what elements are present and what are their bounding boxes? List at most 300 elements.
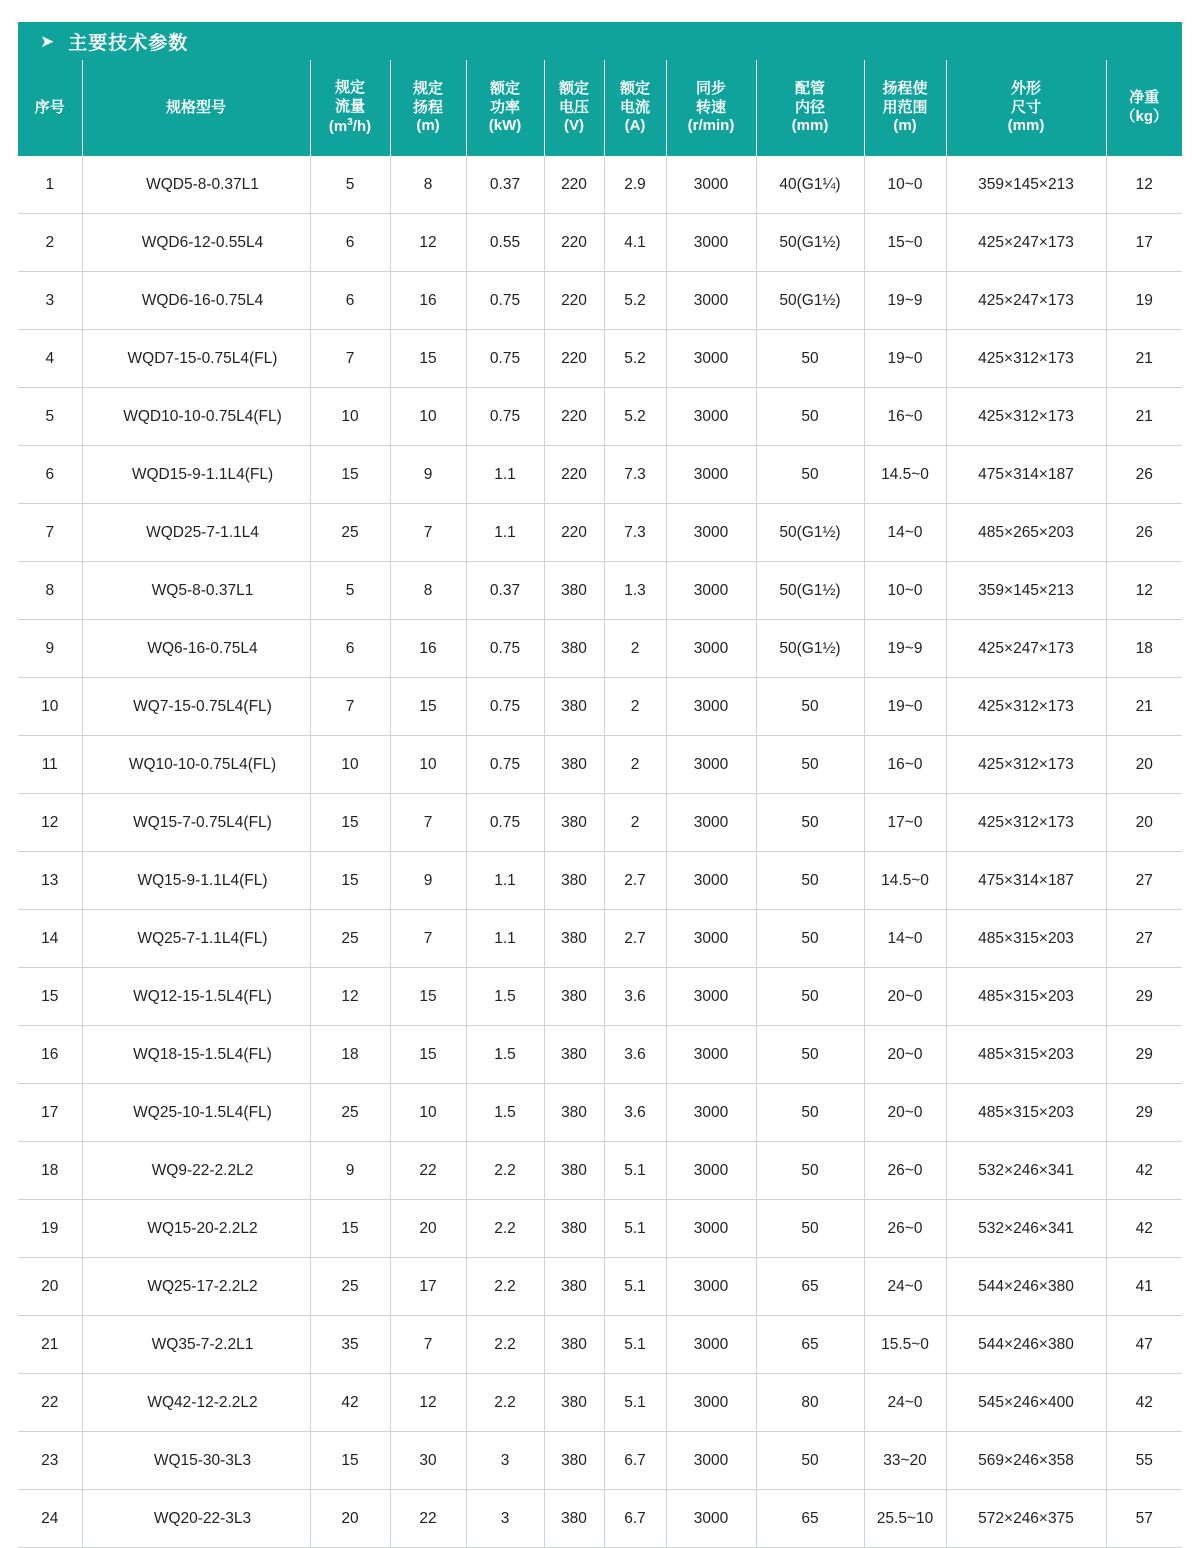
cell-power: 0.37 (466, 562, 544, 620)
cell-wt: 21 (1106, 678, 1182, 736)
cell-flow: 15 (310, 794, 390, 852)
table-row (18, 794, 1182, 852)
cell-wt: 19 (1106, 272, 1182, 330)
cell-wt: 17 (1106, 214, 1182, 272)
cell-rpm: 3000 (666, 446, 756, 504)
column-header-line: （kg） (1120, 108, 1168, 125)
cell-power: 2.2 (466, 1258, 544, 1316)
cell-volt: 380 (544, 1374, 604, 1432)
cell-head: 12 (390, 1374, 466, 1432)
table-row (18, 156, 1182, 214)
cell-idx: 3 (18, 272, 82, 330)
cell-power: 2.2 (466, 1200, 544, 1258)
table-row (18, 1432, 1182, 1490)
column-header-wt (1106, 60, 1182, 156)
cell-volt: 380 (544, 1200, 604, 1258)
cell-range: 19~9 (864, 272, 946, 330)
cell-dim: 485×315×203 (946, 1026, 1106, 1084)
cell-model: WQ7-15-0.75L4(FL) (82, 678, 310, 736)
cell-range: 15.5~0 (864, 1316, 946, 1374)
cell-volt: 380 (544, 852, 604, 910)
cell-volt: 380 (544, 910, 604, 968)
cell-pipe: 50 (756, 1026, 864, 1084)
column-header-line: (V) (564, 117, 584, 135)
cell-dim: 425×247×173 (946, 620, 1106, 678)
cell-model: WQ6-16-0.75L4 (82, 620, 310, 678)
cell-cur: 2.9 (604, 156, 666, 214)
cell-model: WQD7-15-0.75L4(FL) (82, 330, 310, 388)
cell-pipe: 65 (756, 1316, 864, 1374)
cell-head: 30 (390, 1432, 466, 1490)
cell-model: WQ25-10-1.5L4(FL) (82, 1084, 310, 1142)
cell-volt: 380 (544, 1432, 604, 1490)
column-header-line: 配管 (794, 79, 825, 97)
cell-head: 15 (390, 678, 466, 736)
cell-cur: 6.7 (604, 1432, 666, 1490)
cell-idx: 12 (18, 794, 82, 852)
cell-pipe: 50 (756, 330, 864, 388)
cell-model: WQD15-9-1.1L4(FL) (82, 446, 310, 504)
column-header-line: 同步 (695, 79, 726, 97)
cell-flow: 20 (310, 1490, 390, 1548)
cell-idx: 11 (18, 736, 82, 794)
column-header-power (466, 60, 544, 156)
cell-head: 9 (390, 852, 466, 910)
cell-idx: 16 (18, 1026, 82, 1084)
cell-rpm: 3000 (666, 736, 756, 794)
table-row (18, 620, 1182, 678)
cell-dim: 485×315×203 (946, 1084, 1106, 1142)
cell-pipe: 65 (756, 1258, 864, 1316)
table-row (18, 562, 1182, 620)
cell-idx: 23 (18, 1432, 82, 1490)
cell-dim: 569×246×358 (946, 1432, 1106, 1490)
cell-power: 0.75 (466, 736, 544, 794)
cell-model: WQ25-7-1.1L4(FL) (82, 910, 310, 968)
cell-flow: 7 (310, 330, 390, 388)
cell-model: WQ15-9-1.1L4(FL) (82, 852, 310, 910)
cell-range: 25.5~10 (864, 1490, 946, 1548)
column-header-line: $(m^3/h)$ (328, 116, 372, 135)
cell-idx: 9 (18, 620, 82, 678)
cell-power: 2.2 (466, 1316, 544, 1374)
cell-volt: 380 (544, 562, 604, 620)
cell-pipe: 50 (756, 736, 864, 794)
cell-power: 2.2 (466, 1142, 544, 1200)
cell-power: 1.1 (466, 852, 544, 910)
table-row (18, 272, 1182, 330)
cell-power: 1.1 (466, 910, 544, 968)
cell-wt: 42 (1106, 1374, 1182, 1432)
cell-model: WQ15-20-2.2L2 (82, 1200, 310, 1258)
cell-rpm: 3000 (666, 272, 756, 330)
column-header-line: 内径 (794, 98, 825, 116)
cell-head: 15 (390, 968, 466, 1026)
cell-rpm: 3000 (666, 794, 756, 852)
column-header-line: 额定 (558, 79, 589, 97)
cell-model: WQ5-8-0.37L1 (82, 562, 310, 620)
cell-rpm: 3000 (666, 1142, 756, 1200)
column-header-line: 外形 (1010, 79, 1041, 97)
cell-flow: 35 (310, 1316, 390, 1374)
cell-rpm: 3000 (666, 968, 756, 1026)
cell-volt: 220 (544, 388, 604, 446)
cell-pipe: 50 (756, 1200, 864, 1258)
column-header-line: (m) (893, 117, 917, 135)
column-header-range (864, 60, 946, 156)
cell-power: 1.1 (466, 446, 544, 504)
cell-cur: 5.1 (604, 1200, 666, 1258)
column-header-line: 扬程 (412, 98, 443, 116)
cell-head: 16 (390, 620, 466, 678)
column-header-line: (r/min) (687, 117, 735, 135)
cell-rpm: 3000 (666, 330, 756, 388)
table-row (18, 736, 1182, 794)
cell-rpm: 3000 (666, 1084, 756, 1142)
cell-head: 15 (390, 330, 466, 388)
cell-rpm: 3000 (666, 156, 756, 214)
column-header-volt (544, 60, 604, 156)
column-header-line: 规格型号 (165, 98, 226, 116)
cell-wt: 12 (1106, 562, 1182, 620)
cell-cur: 3.6 (604, 968, 666, 1026)
cell-model: WQ35-7-2.2L1 (82, 1316, 310, 1374)
cell-dim: 544×246×380 (946, 1316, 1106, 1374)
cell-idx: 20 (18, 1258, 82, 1316)
cell-idx: 2 (18, 214, 82, 272)
cell-pipe: 50 (756, 1084, 864, 1142)
cell-volt: 380 (544, 620, 604, 678)
cell-cur: 2.7 (604, 910, 666, 968)
cell-dim: 425×247×173 (946, 214, 1106, 272)
cell-rpm: 3000 (666, 678, 756, 736)
cell-head: 16 (390, 272, 466, 330)
cell-dim: 359×145×213 (946, 156, 1106, 214)
cell-volt: 380 (544, 1316, 604, 1374)
cell-model: WQD25-7-1.1L4 (82, 504, 310, 562)
cell-flow: 25 (310, 1258, 390, 1316)
cell-flow: 15 (310, 1432, 390, 1490)
cell-pipe: 50 (756, 446, 864, 504)
cell-pipe: 50 (756, 910, 864, 968)
cell-volt: 380 (544, 794, 604, 852)
cell-dim: 532×246×341 (946, 1142, 1106, 1200)
cell-model: WQ15-7-0.75L4(FL) (82, 794, 310, 852)
cell-pipe: 50 (756, 794, 864, 852)
cell-range: 10~0 (864, 156, 946, 214)
cell-rpm: 3000 (666, 1316, 756, 1374)
cell-cur: 1.3 (604, 562, 666, 620)
cell-wt: 26 (1106, 446, 1182, 504)
cell-model: WQ20-22-3L3 (82, 1490, 310, 1548)
table-row (18, 1316, 1182, 1374)
column-header-line: 序号 (34, 98, 65, 116)
column-header-line: 电流 (619, 98, 650, 116)
cell-head: 9 (390, 446, 466, 504)
cell-power: 1.5 (466, 968, 544, 1026)
cell-range: 10~0 (864, 562, 946, 620)
table-header-row (18, 60, 1182, 156)
cell-head: 7 (390, 794, 466, 852)
column-header-model (82, 60, 310, 156)
cell-wt: 57 (1106, 1490, 1182, 1548)
cell-power: 0.75 (466, 678, 544, 736)
cell-volt: 380 (544, 736, 604, 794)
cell-pipe: 50 (756, 678, 864, 736)
cell-cur: 5.1 (604, 1374, 666, 1432)
cell-rpm: 3000 (666, 1258, 756, 1316)
cell-wt: 18 (1106, 620, 1182, 678)
column-header-pipe (756, 60, 864, 156)
cell-range: 24~0 (864, 1258, 946, 1316)
column-header-rpm (666, 60, 756, 156)
cell-volt: 380 (544, 968, 604, 1026)
cell-wt: 29 (1106, 1026, 1182, 1084)
cell-cur: 6.7 (604, 1490, 666, 1548)
cell-cur: 4.1 (604, 214, 666, 272)
cell-head: 10 (390, 388, 466, 446)
cell-power: 0.75 (466, 330, 544, 388)
cell-wt: 42 (1106, 1142, 1182, 1200)
cell-pipe: 80 (756, 1374, 864, 1432)
cell-head: 10 (390, 1084, 466, 1142)
cell-rpm: 3000 (666, 1026, 756, 1084)
column-header-line: 流量 (334, 98, 365, 116)
cell-model: WQ10-10-0.75L4(FL) (82, 736, 310, 794)
cell-power: 0.75 (466, 620, 544, 678)
cell-model: WQ18-15-1.5L4(FL) (82, 1026, 310, 1084)
cell-rpm: 3000 (666, 214, 756, 272)
cell-dim: 359×145×213 (946, 562, 1106, 620)
cell-volt: 220 (544, 272, 604, 330)
cell-range: 24~0 (864, 1374, 946, 1432)
cell-wt: 26 (1106, 504, 1182, 562)
cell-pipe: 50(G1½) (756, 272, 864, 330)
cell-cur: 3.6 (604, 1084, 666, 1142)
cell-model: WQD10-10-0.75L4(FL) (82, 388, 310, 446)
cell-cur: 2.7 (604, 852, 666, 910)
column-header-line: 额定 (619, 79, 650, 97)
cell-flow: 15 (310, 1200, 390, 1258)
cell-flow: 15 (310, 446, 390, 504)
cell-volt: 380 (544, 1258, 604, 1316)
table-row (18, 968, 1182, 1026)
cell-flow: 25 (310, 1084, 390, 1142)
column-header-line: (m) (416, 117, 440, 135)
cell-cur: 2 (604, 736, 666, 794)
cell-rpm: 3000 (666, 852, 756, 910)
cell-power: 0.75 (466, 272, 544, 330)
table-body (18, 156, 1182, 1548)
cell-power: 3 (466, 1432, 544, 1490)
column-header-line: 规定 (412, 79, 443, 97)
cell-dim: 544×246×380 (946, 1258, 1106, 1316)
cell-power: 1.1 (466, 504, 544, 562)
column-header-line: 转速 (695, 98, 726, 116)
cell-wt: 41 (1106, 1258, 1182, 1316)
cell-rpm: 3000 (666, 1200, 756, 1258)
column-header-line: 电压 (558, 98, 589, 116)
table-row (18, 388, 1182, 446)
cell-power: 0.75 (466, 794, 544, 852)
cell-cur: 3.6 (604, 1026, 666, 1084)
cell-range: 20~0 (864, 1026, 946, 1084)
cell-dim: 425×312×173 (946, 794, 1106, 852)
cell-range: 20~0 (864, 1084, 946, 1142)
cell-pipe: 50 (756, 1432, 864, 1490)
table-row (18, 1490, 1182, 1548)
cell-range: 19~9 (864, 620, 946, 678)
cell-volt: 220 (544, 214, 604, 272)
column-header-line: (A) (624, 117, 646, 135)
table-header (18, 60, 1182, 156)
cell-wt: 20 (1106, 736, 1182, 794)
cell-wt: 20 (1106, 794, 1182, 852)
cell-head: 7 (390, 910, 466, 968)
cell-flow: 6 (310, 214, 390, 272)
cell-flow: 25 (310, 910, 390, 968)
cell-dim: 475×314×187 (946, 852, 1106, 910)
table-row (18, 1258, 1182, 1316)
cell-cur: 5.2 (604, 272, 666, 330)
column-header-line: 扬程使 (882, 79, 928, 97)
table-row (18, 330, 1182, 388)
cell-pipe: 50 (756, 852, 864, 910)
cell-pipe: 50(G1½) (756, 562, 864, 620)
cell-wt: 47 (1106, 1316, 1182, 1374)
cell-idx: 7 (18, 504, 82, 562)
cell-range: 16~0 (864, 736, 946, 794)
cell-volt: 220 (544, 504, 604, 562)
cell-range: 14~0 (864, 504, 946, 562)
cell-wt: 12 (1106, 156, 1182, 214)
cell-volt: 380 (544, 1142, 604, 1200)
cell-rpm: 3000 (666, 620, 756, 678)
table-row (18, 1374, 1182, 1432)
cell-head: 8 (390, 156, 466, 214)
section-title-bar (18, 22, 1182, 60)
cell-flow: 42 (310, 1374, 390, 1432)
cell-flow: 25 (310, 504, 390, 562)
cell-power: 1.5 (466, 1084, 544, 1142)
cell-wt: 29 (1106, 968, 1182, 1026)
cell-head: 15 (390, 1026, 466, 1084)
cell-model: WQD6-16-0.75L4 (82, 272, 310, 330)
cell-cur: 5.1 (604, 1142, 666, 1200)
cell-model: WQ42-12-2.2L2 (82, 1374, 310, 1432)
column-header-line: 规定 (334, 79, 365, 97)
cell-pipe: 50 (756, 388, 864, 446)
cell-range: 14~0 (864, 910, 946, 968)
table-row (18, 1084, 1182, 1142)
page-title: 主要技术参数 (68, 32, 189, 54)
cell-range: 20~0 (864, 968, 946, 1026)
cell-cur: 5.2 (604, 330, 666, 388)
cell-model: WQ9-22-2.2L2 (82, 1142, 310, 1200)
cell-range: 16~0 (864, 388, 946, 446)
table-row (18, 678, 1182, 736)
cell-pipe: 40(G1¼) (756, 156, 864, 214)
cell-rpm: 3000 (666, 1374, 756, 1432)
cell-cur: 7.3 (604, 504, 666, 562)
cell-rpm: 3000 (666, 504, 756, 562)
cell-flow: 6 (310, 620, 390, 678)
cell-head: 7 (390, 504, 466, 562)
column-header-line: 功率 (489, 98, 520, 116)
specification-table (18, 60, 1182, 1548)
cell-head: 7 (390, 1316, 466, 1374)
cell-head: 12 (390, 214, 466, 272)
cell-power: 0.75 (466, 388, 544, 446)
table-row (18, 504, 1182, 562)
cell-dim: 475×314×187 (946, 446, 1106, 504)
chevron-right-icon: ➤ (40, 31, 55, 51)
cell-range: 26~0 (864, 1200, 946, 1258)
cell-volt: 380 (544, 1084, 604, 1142)
column-header-line: 额定 (489, 79, 520, 97)
cell-volt: 220 (544, 446, 604, 504)
cell-wt: 27 (1106, 910, 1182, 968)
cell-rpm: 3000 (666, 1432, 756, 1490)
cell-head: 22 (390, 1490, 466, 1548)
cell-model: WQ15-30-3L3 (82, 1432, 310, 1490)
cell-flow: 9 (310, 1142, 390, 1200)
table-row (18, 1142, 1182, 1200)
cell-idx: 1 (18, 156, 82, 214)
cell-rpm: 3000 (666, 388, 756, 446)
cell-cur: 5.1 (604, 1258, 666, 1316)
cell-dim: 425×312×173 (946, 736, 1106, 794)
cell-volt: 220 (544, 156, 604, 214)
cell-cur: 2 (604, 678, 666, 736)
column-header-line: (mm) (1007, 117, 1045, 135)
cell-flow: 7 (310, 678, 390, 736)
cell-head: 10 (390, 736, 466, 794)
cell-cur: 5.2 (604, 388, 666, 446)
cell-wt: 55 (1106, 1432, 1182, 1490)
cell-cur: 5.1 (604, 1316, 666, 1374)
cell-model: WQ25-17-2.2L2 (82, 1258, 310, 1316)
cell-volt: 380 (544, 1026, 604, 1084)
cell-idx: 24 (18, 1490, 82, 1548)
cell-flow: 5 (310, 562, 390, 620)
cell-power: 1.5 (466, 1026, 544, 1084)
cell-idx: 15 (18, 968, 82, 1026)
cell-cur: 2 (604, 794, 666, 852)
cell-wt: 27 (1106, 852, 1182, 910)
cell-dim: 545×246×400 (946, 1374, 1106, 1432)
cell-volt: 220 (544, 330, 604, 388)
cell-range: 19~0 (864, 678, 946, 736)
column-header-line: 用范围 (882, 98, 928, 116)
cell-flow: 10 (310, 736, 390, 794)
cell-head: 22 (390, 1142, 466, 1200)
cell-idx: 4 (18, 330, 82, 388)
column-header-line: 尺寸 (1010, 98, 1041, 116)
cell-idx: 19 (18, 1200, 82, 1258)
table-row (18, 446, 1182, 504)
table-row (18, 1026, 1182, 1084)
cell-range: 14.5~0 (864, 852, 946, 910)
cell-range: 26~0 (864, 1142, 946, 1200)
table-row (18, 1200, 1182, 1258)
cell-rpm: 3000 (666, 910, 756, 968)
cell-power: 3 (466, 1490, 544, 1548)
cell-dim: 425×312×173 (946, 388, 1106, 446)
cell-dim: 532×246×341 (946, 1200, 1106, 1258)
column-header-head (390, 60, 466, 156)
cell-flow: 5 (310, 156, 390, 214)
